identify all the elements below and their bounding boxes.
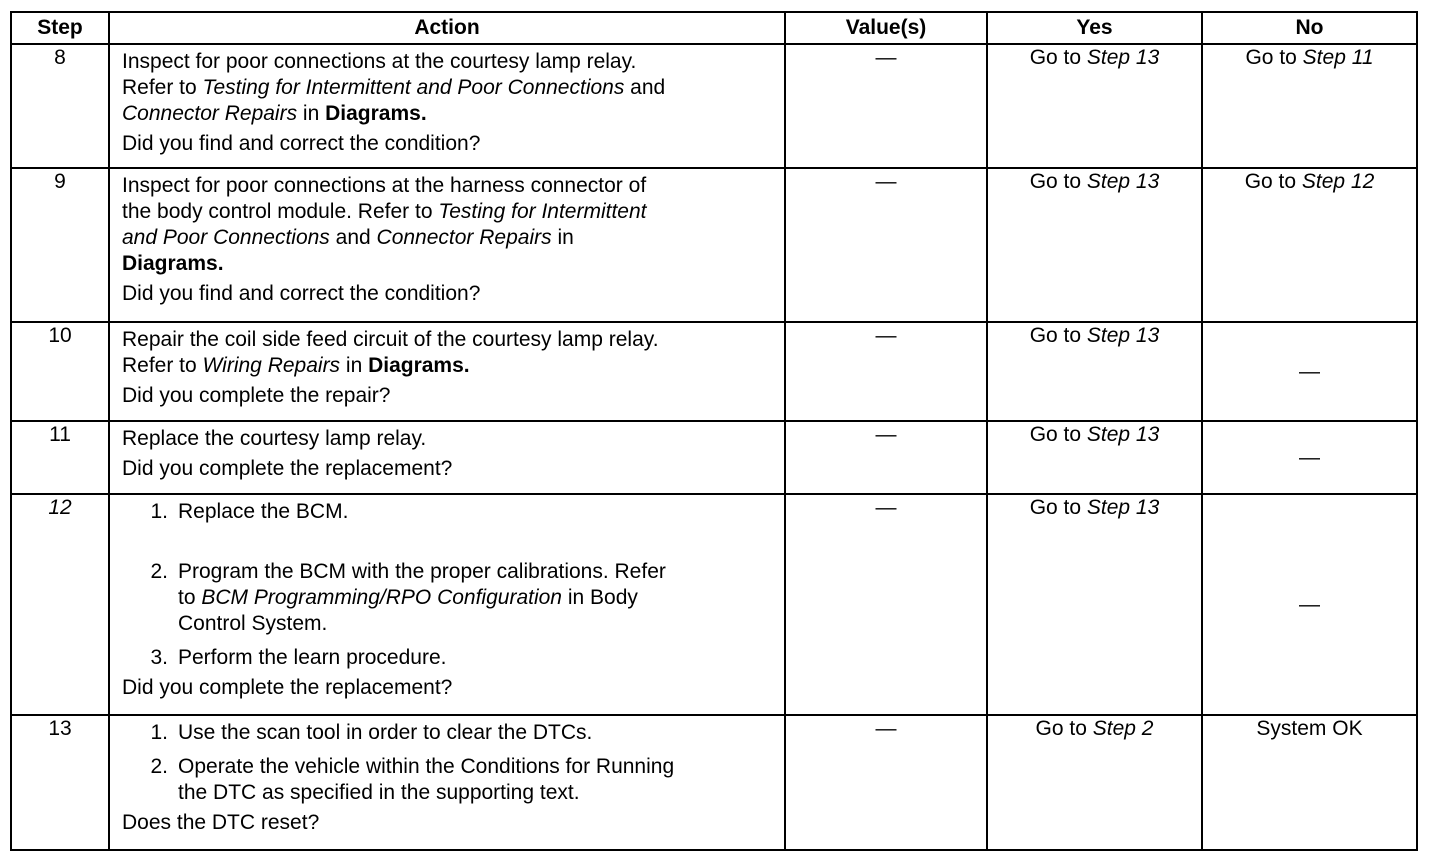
list-number: 1.	[150, 721, 168, 744]
action-steps-list	[122, 499, 776, 671]
list-item	[122, 559, 776, 637]
action-reference: Connector Repairs	[376, 226, 552, 249]
yes-goto-step: Step 13	[1086, 46, 1160, 69]
list-item	[122, 499, 776, 525]
action-cell	[109, 715, 785, 850]
no-cell	[1202, 715, 1417, 850]
value-cell	[785, 168, 987, 322]
action-cell	[109, 421, 785, 494]
list-item	[122, 645, 776, 671]
table-row-step-10	[11, 322, 1417, 421]
action-question: Does the DTC reset?	[122, 811, 320, 834]
header-no: No	[1202, 12, 1417, 44]
no-dash: —	[1299, 445, 1320, 469]
value-dash: —	[875, 717, 897, 740]
value-cell	[785, 715, 987, 850]
list-item	[122, 754, 776, 806]
action-text: Inspect for poor connections at the courtesy lamp relay.	[122, 50, 637, 73]
action-text: Inspect for poor connections at the harness connector of	[122, 174, 647, 197]
action-section: Diagrams	[325, 102, 421, 125]
action-question: Did you find and correct the condition?	[122, 282, 481, 305]
yes-goto-text: Go to	[1029, 46, 1087, 69]
yes-cell	[987, 322, 1202, 421]
action-text: the body control module. Refer to	[122, 200, 439, 223]
no-goto-text: Go to	[1244, 170, 1302, 193]
action-section: Diagrams	[122, 252, 218, 275]
action-cell	[109, 322, 785, 421]
value-cell	[785, 494, 987, 715]
value-dash: —	[875, 170, 897, 193]
action-cell	[109, 168, 785, 322]
yes-cell	[987, 44, 1202, 168]
yes-goto-text: Go to	[1029, 170, 1087, 193]
table-row-step-12	[11, 494, 1417, 715]
step-number: 11	[11, 421, 109, 494]
action-text: Replace the courtesy lamp relay.	[122, 427, 427, 450]
no-goto-step: Step 12	[1301, 170, 1375, 193]
no-result-text: System OK	[1256, 717, 1363, 740]
value-dash: —	[875, 46, 897, 69]
action-text: and	[329, 226, 377, 249]
action-question: Did you complete the replacement?	[122, 457, 453, 480]
action-text: Refer to	[122, 76, 203, 99]
yes-goto-step: Step 2	[1092, 717, 1154, 740]
list-number: 2.	[150, 560, 168, 583]
no-goto-text: Go to	[1245, 46, 1303, 69]
value-cell	[785, 322, 987, 421]
list-text: to	[178, 586, 202, 609]
yes-goto-step: Step 13	[1086, 324, 1160, 347]
list-number: 1.	[150, 500, 168, 523]
action-text: in	[551, 226, 574, 249]
header-yes: Yes	[987, 12, 1202, 44]
step-number: 9	[11, 168, 109, 322]
value-dash: —	[875, 324, 897, 347]
table-header-row	[11, 12, 1417, 44]
yes-goto-text: Go to	[1029, 423, 1087, 446]
action-reference: BCM Programming/RPO Configuration	[201, 586, 562, 609]
action-cell	[109, 494, 785, 715]
header-step: Step	[11, 12, 109, 44]
action-section: Diagrams	[368, 354, 464, 377]
list-text: the DTC as specified in the supporting text.	[178, 781, 580, 804]
yes-goto-step: Step 13	[1086, 423, 1160, 446]
action-question: Did you complete the repair?	[122, 384, 391, 407]
action-text: and	[624, 76, 666, 99]
action-cell	[109, 44, 785, 168]
no-cell	[1202, 494, 1417, 715]
action-text: .	[463, 354, 470, 377]
value-cell	[785, 44, 987, 168]
list-text: Control System.	[178, 612, 328, 635]
list-number: 2.	[150, 755, 168, 778]
value-cell	[785, 421, 987, 494]
step-number: 12	[11, 494, 109, 715]
yes-goto-step: Step 13	[1086, 496, 1160, 519]
yes-goto-step: Step 13	[1086, 170, 1160, 193]
action-question: Did you find and correct the condition?	[122, 132, 481, 155]
list-item	[122, 720, 776, 746]
yes-goto-text: Go to	[1035, 717, 1093, 740]
step-number: 13	[11, 715, 109, 850]
action-reference: Wiring Repairs	[202, 354, 341, 377]
yes-cell	[987, 421, 1202, 494]
action-text: in	[340, 354, 369, 377]
list-text: Program the BCM with the proper calibrations. Refer	[178, 560, 666, 583]
no-cell	[1202, 322, 1417, 421]
list-text: in Body	[562, 586, 638, 609]
no-cell	[1202, 421, 1417, 494]
action-reference: Testing for Intermittent	[438, 200, 647, 223]
no-dash: —	[1299, 359, 1320, 383]
list-number: 3.	[150, 646, 168, 669]
list-text: Replace the BCM.	[178, 500, 349, 523]
no-cell	[1202, 44, 1417, 168]
header-values: Value(s)	[785, 12, 987, 44]
yes-cell	[987, 494, 1202, 715]
yes-cell	[987, 168, 1202, 322]
action-text: .	[420, 102, 427, 125]
yes-goto-text: Go to	[1029, 324, 1087, 347]
list-text: Perform the learn procedure.	[178, 646, 447, 669]
no-cell	[1202, 168, 1417, 322]
action-reference: Connector Repairs	[122, 102, 298, 125]
header-action: Action	[109, 12, 785, 44]
value-dash: —	[875, 423, 897, 446]
diagnostic-table	[10, 11, 1418, 851]
action-text: in	[297, 102, 326, 125]
yes-cell	[987, 715, 1202, 850]
action-question: Did you complete the replacement?	[122, 676, 453, 699]
action-text: .	[217, 252, 224, 275]
table-row-step-13	[11, 715, 1417, 850]
step-number: 8	[11, 44, 109, 168]
action-text: Repair the coil side feed circuit of the courtesy lamp relay.	[122, 328, 659, 351]
list-text: Use the scan tool in order to clear the DTCs.	[178, 721, 593, 744]
yes-goto-text: Go to	[1029, 496, 1087, 519]
no-dash: —	[1299, 592, 1320, 616]
table-row-step-8	[11, 44, 1417, 168]
step-number: 10	[11, 322, 109, 421]
list-text: Operate the vehicle within the Conditions for Running	[178, 755, 675, 778]
no-goto-step: Step 11	[1302, 46, 1374, 69]
action-reference: Testing for Intermittent and Poor Connections	[202, 76, 625, 99]
value-dash: —	[875, 496, 897, 519]
table-row-step-11	[11, 421, 1417, 494]
table-row-step-9	[11, 168, 1417, 322]
action-text: Refer to	[122, 354, 203, 377]
action-steps-list	[122, 720, 776, 806]
action-reference: and Poor Connections	[122, 226, 330, 249]
